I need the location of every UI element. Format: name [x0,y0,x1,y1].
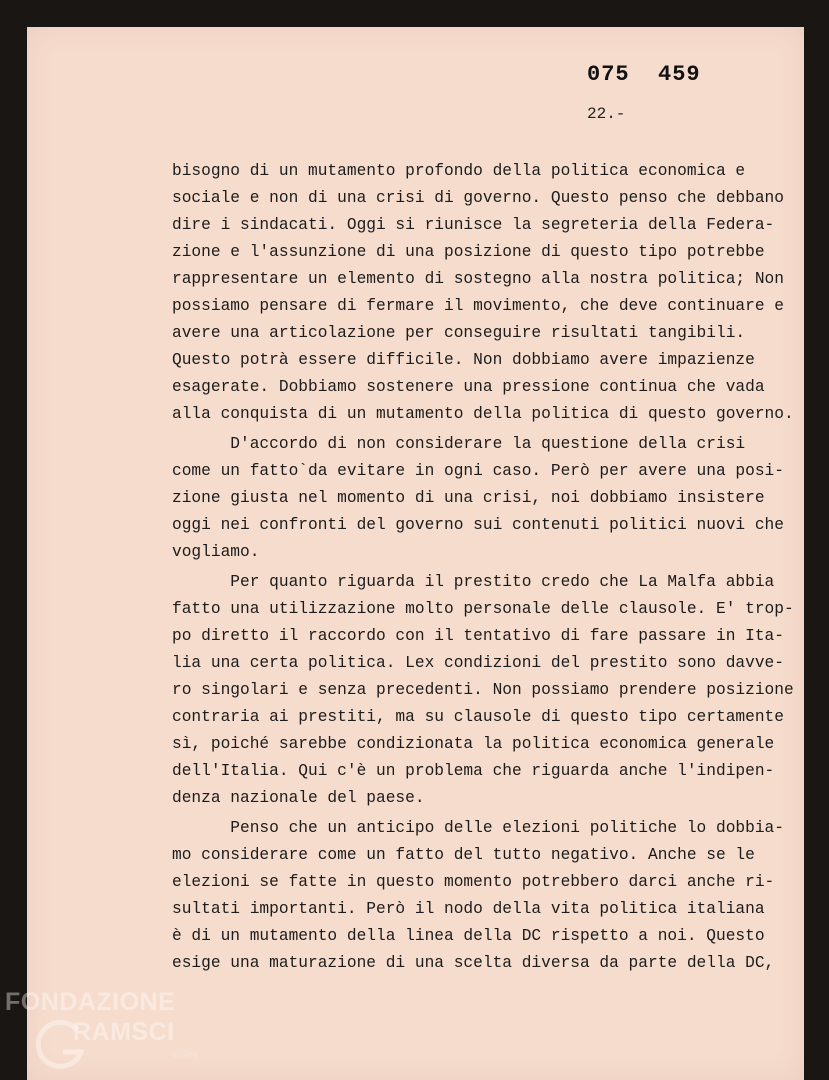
body-line: Per quanto riguarda il prestito credo che La Malfa abbia [172,573,775,591]
body-line: sultati importanti. Però il nodo della vita politica italiana [172,900,765,918]
body-line: bisogno di un mutamento profondo della politica economica e [172,162,746,180]
watermark-subtext: Gilles [173,1050,199,1061]
body-line: oggi nei confronti del governo sui contenuti politici nuovi che [172,516,784,534]
body-line: sì, poiché sarebbe condizionata la politica economica generale [172,735,775,753]
body-line: come un fatto`da evitare in ogni caso. Però per avere una posi- [172,462,784,480]
body-line: ro singolari e senza precedenti. Non possiamo prendere posizione [172,681,794,699]
body-line: esige una maturazione di una scelta diversa da parte della DC, [172,954,775,972]
body-line: mo considerare come un fatto del tutto negativo. Anche se le [172,846,755,864]
body-line: denza nazionale del paese. [172,789,425,807]
document-page [27,27,804,1080]
body-line: contraria ai prestiti, ma su clausole di questo tipo certamente [172,708,784,726]
body-line: po diretto il raccordo con il tentativo di fare passare in Ita- [172,627,784,645]
body-line: zione e l'assunzione di una posizione di questo tipo potrebbe [172,243,765,261]
body-line: dire i sindacati. Oggi si riunisce la segreteria della Federa- [172,216,775,234]
watermark-line-1: FONDAZIONE [5,988,176,1016]
fondazione-gramsci-watermark [5,988,199,1061]
body-line: D'accordo di non considerare la questione della crisi [172,435,746,453]
body-line: Questo potrà essere difficile. Non dobbiamo avere impazienze [172,351,755,369]
page-number: 22.- [587,105,626,123]
body-line: è di un mutamento della linea della DC rispetto a noi. Questo [172,927,765,945]
body-line: Penso che un anticipo delle elezioni politiche lo dobbia- [172,819,784,837]
body-line: esagerate. Dobbiamo sostenere una pressione continua che vada [172,378,765,396]
body-line: sociale e non di una crisi di governo. Questo penso che debbano [172,189,784,207]
body-line: avere una articolazione per conseguire risultati tangibili. [172,324,746,342]
body-line: elezioni se fatte in questo momento potrebbero darci anche ri- [172,873,775,891]
body-line: rappresentare un elemento di sostegno alla nostra politica; Non [172,270,784,288]
body-line: fatto una utilizzazione molto personale delle clausole. E' trop- [172,600,794,618]
body-line: lia una certa politica. Lex condizioni del prestito sono davve- [172,654,784,672]
body-line: possiamo pensare di fermare il movimento, che deve continuare e [172,297,784,315]
body-line: vogliamo. [172,543,260,561]
body-line: zione giusta nel momento di una crisi, noi dobbiamo insistere [172,489,765,507]
document-number: 075 459 [587,62,701,87]
body-text [172,158,797,977]
body-line: alla conquista di un mutamento della politica di questo governo. [172,405,794,423]
watermark-line-2: RAMSCI [73,1018,175,1046]
body-line: dell'Italia. Qui c'è un problema che riguarda anche l'indipen- [172,762,775,780]
